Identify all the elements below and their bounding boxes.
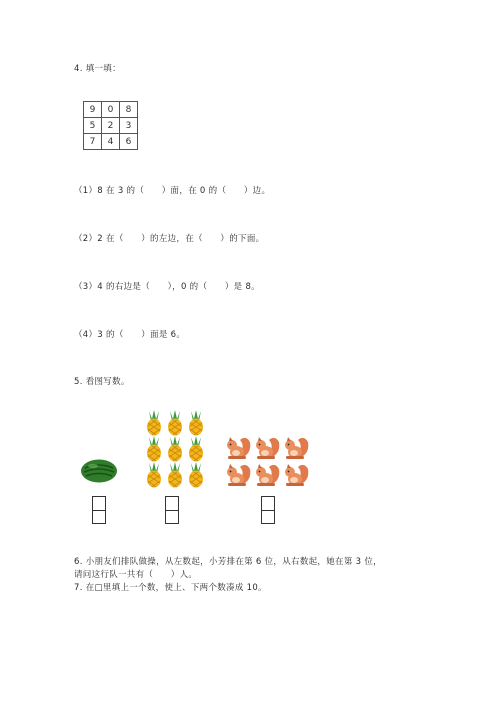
q7-title: 7. 在□里填上一个数，使上、下两个数凑成 10。: [74, 583, 267, 593]
q5-title: 5. 看图写数。: [74, 377, 130, 387]
answer-box-watermelon[interactable]: [92, 496, 106, 524]
grid-cell: 7: [84, 134, 102, 150]
q4-title: 4. 填一填：: [74, 64, 121, 74]
grid-cell: 9: [84, 102, 102, 118]
grid-cell: 2: [102, 118, 120, 134]
squirrel-icon: [226, 434, 312, 488]
q6-line-2: 请问这行队一共有（ ）人。: [74, 570, 198, 580]
q4-item-4: （4）3 的（ ）面是 6。: [74, 330, 186, 340]
grid-cell: 5: [84, 118, 102, 134]
grid-cell: 0: [102, 102, 120, 118]
answer-box-squirrel[interactable]: [261, 496, 275, 524]
pineapple-icon: [144, 410, 206, 488]
grid-cell: 8: [120, 102, 138, 118]
number-grid: [83, 101, 138, 150]
grid-cell: 4: [102, 134, 120, 150]
q4-item-3: （3）4 的右边是（ ），0 的（ ）是 8。: [74, 282, 260, 292]
grid-cell: 3: [120, 118, 138, 134]
q4-item-2: （2）2 在（ ）的左边，在（ ）的下面。: [74, 234, 265, 244]
watermelon-icon: [80, 458, 118, 484]
answer-box-pineapple[interactable]: [165, 496, 179, 524]
q4-item-1: （1）8 在 3 的（ ）面，在 0 的（ ）边。: [74, 186, 271, 196]
grid-cell: 6: [120, 134, 138, 150]
q6-line-1: 6. 小朋友们排队做操，从左数起，小芳排在第 6 位，从右数起，她在第 3 位，: [74, 557, 382, 567]
